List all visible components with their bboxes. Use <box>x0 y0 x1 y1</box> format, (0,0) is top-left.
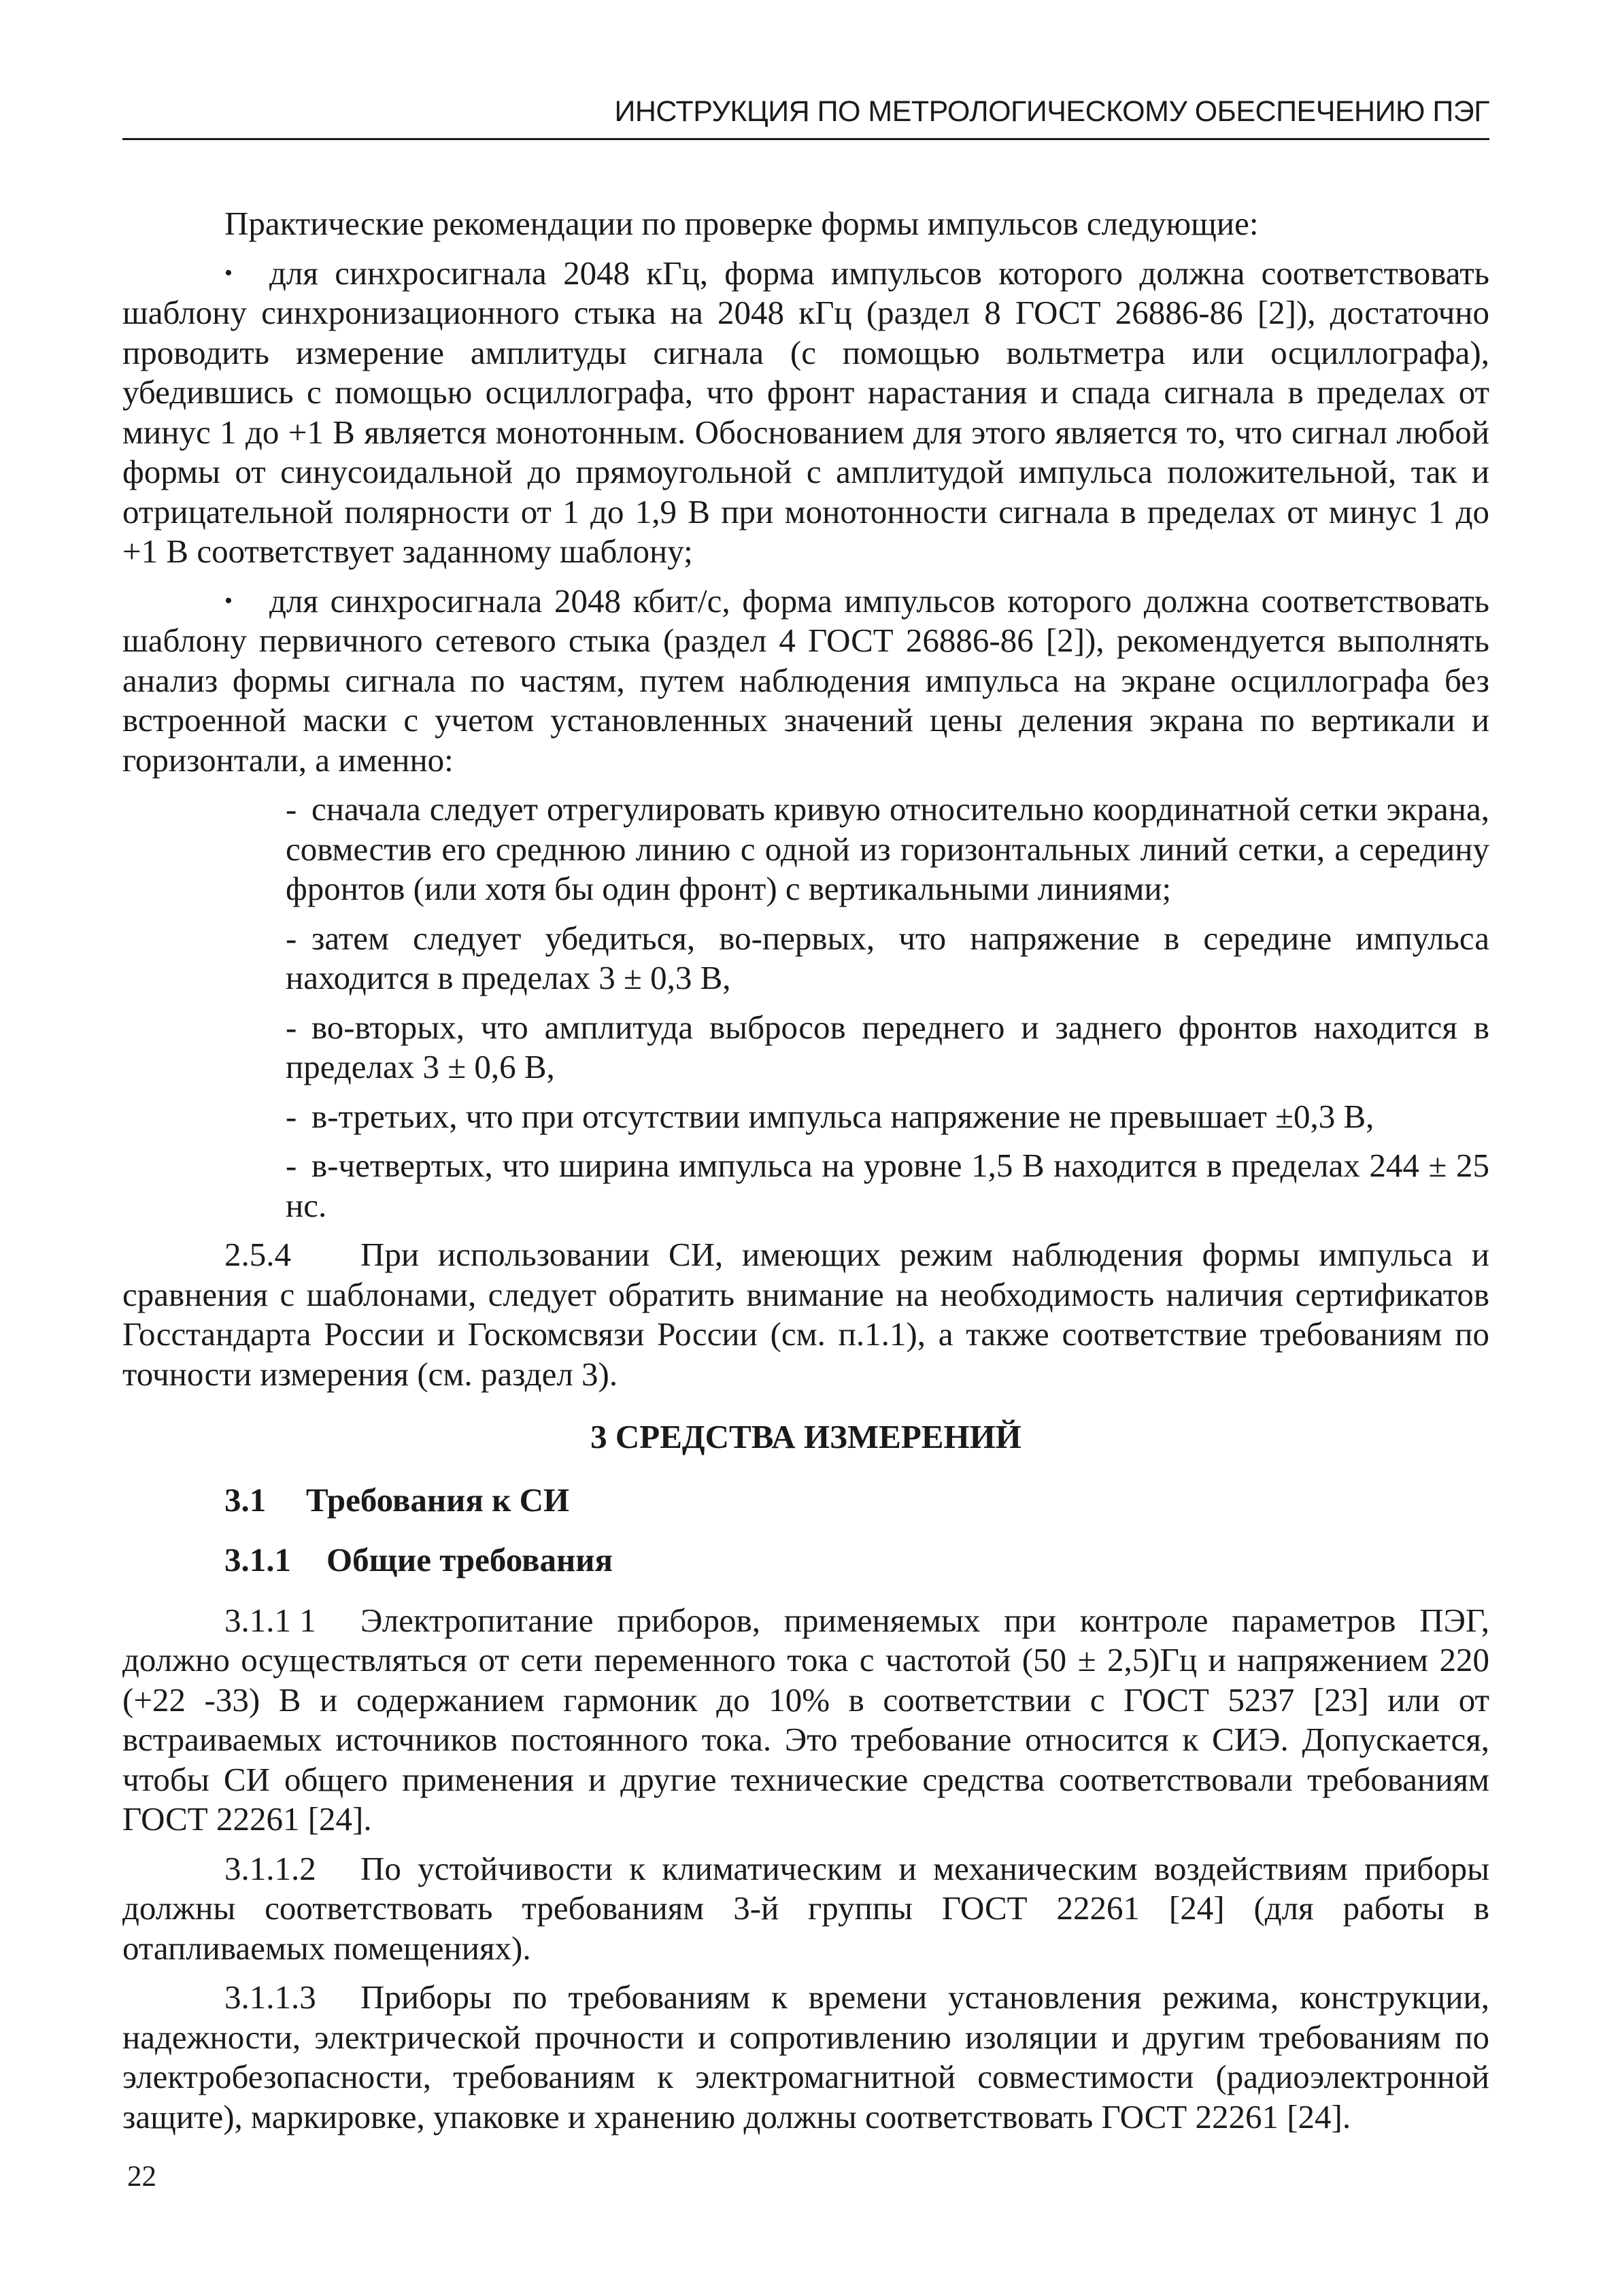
paragraph-2-5-4 <box>122 1235 1489 1394</box>
dash-text: в-третьих, что при отсутствии импульса напряжение не превышает ±0,3 В, <box>311 1097 1374 1135</box>
dash-text: затем следует убедиться, во-первых, что напряжение в середине импульса находится в пределах 3 ± 0,3 В, <box>286 919 1489 996</box>
paragraph-number: 2.5.4 <box>224 1236 291 1273</box>
bullet-icon: • <box>224 260 233 286</box>
paragraph-text: По устойчивости к климатическим и механическим воздействиям приборы должны соответствовать требованиям 3-й группы ГОСТ 22261 [24] (для работы в отапливаемых помещениях). <box>122 1849 1489 1967</box>
subsection-title: Общие требования <box>326 1541 613 1578</box>
page-content <box>122 204 1489 2146</box>
running-header <box>122 95 1489 140</box>
paragraph-3-1-1-2 <box>122 1849 1489 1969</box>
paragraph-number: 3.1.1 1 <box>224 1601 316 1639</box>
subsection-heading-3-1 <box>224 1481 1489 1521</box>
dash-icon: - <box>286 1008 297 1046</box>
subsection-number: 3.1.1 <box>224 1541 291 1578</box>
dash-text: в-четвертых, что ширина импульса на уровне 1,5 В находится в пределах 244 ± 25 нс. <box>286 1147 1489 1224</box>
paragraph-text: При использовании СИ, имеющих режим наблюдения формы импульса и сравнения с шаблонами, следует обратить внимание на необходимость наличия сертификатов Госстандарта России и Госкомсвязи России (см. п.1.1), а также соответствие требованиям по точности измерения (см. раздел 3). <box>122 1236 1489 1393</box>
bullet-text: для синхросигнала 2048 кбит/с, форма импульсов которого должна соответствовать шаблону первичного сетевого стыка (раздел 4 ГОСТ 26886-86 [2]), рекомендуется выполнять анализ формы сигнала по частям, путем наблюдения импульса на экране осциллографа без встроенной маски с учетом установленных значений цены деления экрана по вертикали и горизонтали, а именно: <box>122 581 1489 779</box>
dash-item <box>286 919 1489 998</box>
paragraph-text: Электропитание приборов, применяемых при контроле параметров ПЭГ, должно осуществляться от сети переменного тока с частотой (50 ± 2,5)Гц и напряжением 220 (+22 -33) В и содержанием гармоник до 10% в соответствии с ГОСТ 5237 [23] или от встраиваемых источников постоянного тока. Это требование относится к СИЭ. Допускается, чтобы СИ общего применения и другие технические средства соответствовали требованиям ГОСТ 22261 [24]. <box>122 1601 1489 1838</box>
dash-icon: - <box>286 790 297 828</box>
dash-text: во-вторых, что амплитуда выбросов переднего и заднего фронтов находится в пределах 3 ± 0,6 В, <box>286 1008 1489 1085</box>
subsection-heading-3-1-1 <box>224 1540 1489 1581</box>
dash-item <box>286 1008 1489 1087</box>
dash-item <box>286 1146 1489 1226</box>
dash-list <box>286 790 1489 1226</box>
dash-text: сначала следует отрегулировать кривую относительно координатной сетки экрана, совместив его среднюю линию с одной из горизонтальных линий сетки, а середину фронтов (или хотя бы один фронт) с вертикальными линиями; <box>286 790 1489 907</box>
bullet-item <box>122 581 1489 781</box>
dash-item <box>286 790 1489 909</box>
subsection-number: 3.1 <box>224 1481 267 1519</box>
page-number: 22 <box>127 2161 156 2193</box>
paragraph-3-1-1-3 <box>122 1978 1489 2137</box>
running-title: ИНСТРУКЦИЯ ПО МЕТРОЛОГИЧЕСКОМУ ОБЕСПЕЧЕНИЮ ПЭГ <box>614 95 1489 128</box>
subsection-title: Требования к СИ <box>306 1481 570 1519</box>
dash-icon: - <box>286 1147 297 1184</box>
dash-icon: - <box>286 1097 297 1135</box>
dash-icon: - <box>286 919 297 957</box>
bullet-icon: • <box>224 588 233 613</box>
section-heading: 3 СРЕДСТВА ИЗМЕРЕНИЙ <box>590 1418 1021 1455</box>
dash-item <box>286 1097 1489 1137</box>
bullet-item <box>122 254 1489 572</box>
paragraph-3-1-1-1 <box>122 1601 1489 1840</box>
intro-paragraph: Практические рекомендации по проверке формы импульсов следующие: <box>224 205 1259 242</box>
paragraph-number: 3.1.1.2 <box>224 1849 316 1887</box>
bullet-text: для синхросигнала 2048 кГц, форма импульсов которого должна соответствовать шаблону синхронизационного стыка на 2048 кГц (раздел 8 ГОСТ 26886-86 [2]), достаточно проводить измерение амплитуды сигнала (с помощью вольтметра или осциллографа), убедившись с помощью осциллографа, что фронт нарастания и спада сигнала в пределах от минус 1 до +1 В является монотонным. Обоснованием для этого является то, что сигнал любой формы от синусоидальной до прямоугольной с амплитудой импульса положительной, так и отрицательной полярности от 1 до 1,9 В при монотонности сигнала в пределах от минус 1 до +1 В соответствует заданному шаблону; <box>122 254 1489 570</box>
paragraph-text: Приборы по требованиям к времени установления режима, конструкции, надежности, электрической прочности и сопротивлению изоляции и другим требованиям по электробезопасности, требованиям к электромагнитной совместимости (радиоэлектронной защите), маркировке, упаковке и хранению должны соответствовать ГОСТ 22261 [24]. <box>122 1978 1489 2135</box>
paragraph-number: 3.1.1.3 <box>224 1978 316 2016</box>
